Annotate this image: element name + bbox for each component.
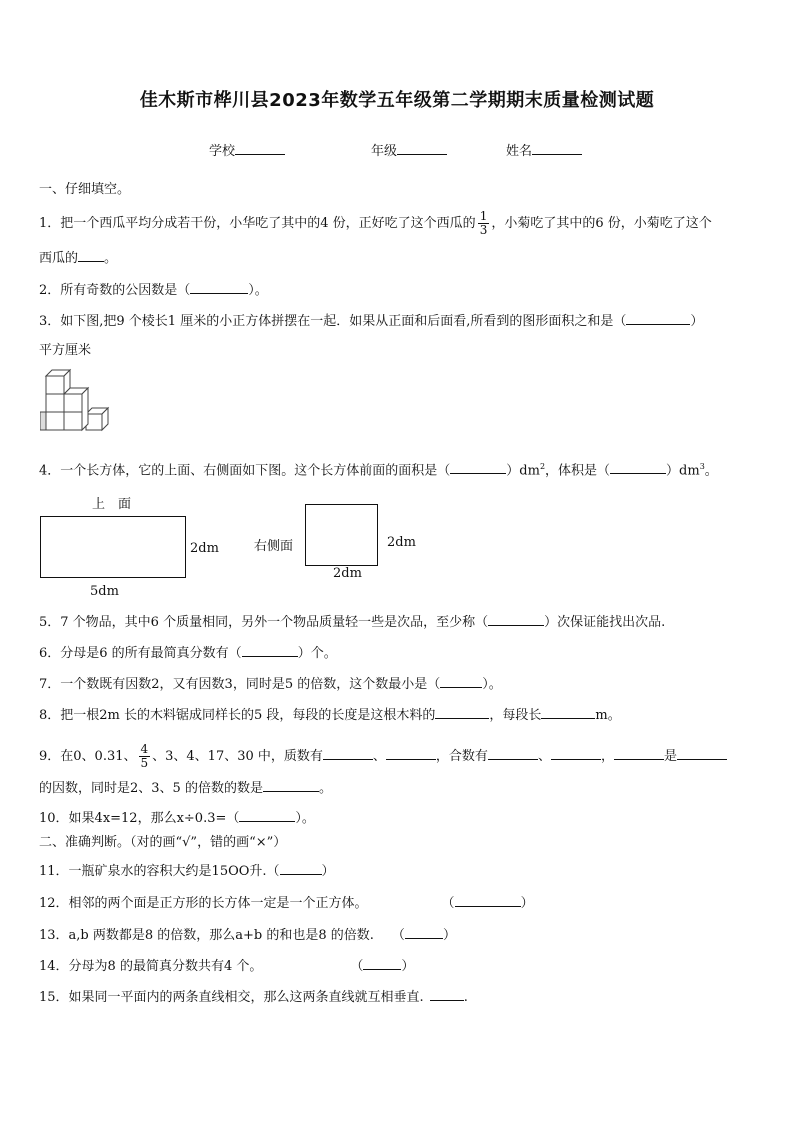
- q1-text-a: 1．把一个西瓜平均分成若干份，小华吃了其中的4 份，正好吃了这个西瓜的: [39, 216, 476, 231]
- q5-answer-blank[interactable]: [488, 613, 544, 626]
- q9-text-g: 。: [318, 781, 332, 796]
- q7-answer-blank[interactable]: [440, 675, 482, 688]
- question-10: [39, 809, 315, 828]
- section-1-heading: 一、仔细填空。: [39, 182, 131, 197]
- q9-factor-blank-1[interactable]: [614, 747, 664, 760]
- q13-text-c: ）: [442, 928, 456, 943]
- q14-answer-blank[interactable]: [363, 957, 401, 970]
- q3-answer-blank[interactable]: [626, 312, 690, 325]
- q9-text-f: 的因数，同时是2、3、5 的倍数的数是: [39, 781, 263, 796]
- q9-composite-blank-1[interactable]: [488, 747, 538, 760]
- q1-text-c: 西瓜的: [39, 251, 79, 266]
- q11-text-a: 11．一瓶矿泉水的容积大约是15OO升.（: [39, 864, 280, 879]
- q1-fraction-num: 1: [479, 209, 488, 223]
- q15-text-b: .: [463, 990, 468, 1005]
- q7-text-a: 7．一个数既有因数2，又有因数3，同时是5 的倍数，这个数最小是（: [39, 677, 441, 692]
- q1-text-b: ，小菊吃了其中的6 份，小菊吃了这个: [491, 216, 712, 231]
- q2-text-a: 2．所有奇数的公因数是（: [39, 283, 191, 298]
- q15-text-a: 15．如果同一平面内的两条直线相交，那么这两条直线就互相垂直.: [39, 990, 424, 1005]
- school-blank[interactable]: [235, 142, 285, 155]
- q9-text-c: ，合数有: [435, 749, 488, 764]
- question-6: [39, 644, 337, 663]
- top-face-width: 5dm: [90, 584, 119, 599]
- q1-fraction: [478, 210, 490, 237]
- side-face-width: 2dm: [333, 566, 362, 581]
- q6-answer-blank[interactable]: [242, 644, 298, 657]
- q9-text-d: ，: [600, 749, 614, 764]
- q9-multiple-blank[interactable]: [263, 779, 319, 792]
- q8-text-a: 8．把一根2m 长的木料锯成同样长的5 段，每段的长度是这根木料的: [39, 708, 436, 723]
- top-face-height: 2dm: [190, 541, 219, 556]
- q11-answer-blank[interactable]: [280, 862, 322, 875]
- grade-blank[interactable]: [397, 142, 447, 155]
- q9-fraction-num: 4: [140, 742, 149, 756]
- q12-text-a: 12．相邻的两个面是正方形的长方体一定是一个正方体。: [39, 896, 368, 911]
- question-14: [39, 957, 414, 976]
- q13-answer-blank[interactable]: [405, 926, 443, 939]
- q5-text-a: 5．7 个物品，其中6 个质量相同，另外一个物品质量轻一些是次品，至少称（: [39, 615, 489, 630]
- q5-text-b: ）次保证能找出次品.: [544, 615, 666, 630]
- q6-text-b: ）个。: [297, 646, 337, 661]
- q9-text-a: 9．在0、0.31、: [39, 749, 137, 764]
- section-2-heading: 二、准确判断。（对的画“√”，错的画“×”）: [39, 835, 287, 850]
- question-12: [39, 894, 534, 913]
- q9-text-e: 是: [663, 749, 677, 764]
- q10-answer-blank[interactable]: [239, 809, 295, 822]
- page-title: 佳木斯市桦川县2023年数学五年级第二学期期末质量检测试题: [139, 90, 655, 111]
- q4-text-a: 4．一个长方体，它的上面、右侧面如下图。这个长方体前面的面积是（: [39, 463, 451, 479]
- q13-text-b: （: [391, 928, 405, 943]
- q8-length-blank[interactable]: [541, 706, 595, 719]
- top-face-rect: [40, 516, 186, 578]
- q11-text-b: ）: [321, 864, 335, 879]
- q9-factor-blank-2[interactable]: [677, 747, 727, 760]
- q8-fraction-blank[interactable]: [435, 706, 489, 719]
- q8-text-c: m。: [595, 708, 621, 723]
- q4-text-b: ）dm: [506, 463, 540, 479]
- q6-text-a: 6．分母是6 的所有最简真分数有（: [39, 646, 242, 661]
- question-11: [39, 862, 335, 881]
- q12-text-c: ）: [520, 896, 534, 911]
- q2-answer-blank[interactable]: [190, 281, 248, 294]
- q4-area-blank[interactable]: [450, 461, 506, 474]
- q4-text-e: 。: [704, 463, 718, 479]
- question-1: [39, 210, 712, 237]
- q13-text-a: 13．a,b 两数都是8 的倍数，那么a+b 的和也是8 的倍数.: [39, 928, 374, 943]
- q4-text-d: ）dm: [666, 463, 700, 479]
- q4-text-c: ，体积是（: [545, 463, 611, 479]
- question-2: [39, 281, 268, 300]
- q9-separator-2: 、: [537, 749, 551, 764]
- q9-fraction-den: 5: [140, 756, 149, 770]
- question-9-cont: [39, 779, 332, 798]
- question-1-cont: [39, 249, 117, 268]
- question-13: [39, 926, 456, 945]
- q12-answer-blank[interactable]: [455, 894, 521, 907]
- name-label: 姓名: [506, 144, 533, 159]
- cube-stack-figure: [40, 368, 116, 440]
- q1-fraction-den: 3: [479, 223, 488, 237]
- q1-text-d: 。: [104, 251, 118, 266]
- name-field: [506, 140, 582, 159]
- q4-volume-blank[interactable]: [610, 461, 666, 474]
- side-face-rect: [305, 504, 378, 566]
- q9-composite-blank-2[interactable]: [551, 747, 601, 760]
- q9-text-b: 、3、4、17、30 中，质数有: [152, 749, 323, 764]
- q10-text-b: ）。: [295, 811, 315, 826]
- q4-square-sup: 2: [539, 462, 546, 471]
- q7-text-b: ）。: [482, 677, 502, 692]
- q3-text-b: ）: [690, 314, 704, 329]
- q3-text-a: 3．如下图,把9 个棱长1 厘米的小正方体拼摆在一起．如果从正面和后面看,所看到的图形面积之和是（: [39, 314, 627, 329]
- q15-answer-blank[interactable]: [430, 988, 464, 1001]
- q9-fraction: [139, 743, 151, 770]
- q8-text-b: ，每段长: [489, 708, 542, 723]
- question-3: [39, 312, 703, 331]
- question-3-unit: 平方厘米: [39, 343, 92, 358]
- question-5: [39, 613, 665, 632]
- q2-text-b: ）。: [248, 283, 268, 298]
- q14-text-c: ）: [401, 959, 415, 974]
- question-15: [39, 988, 468, 1007]
- grade-label: 年级: [371, 144, 398, 159]
- q9-prime-blank-2[interactable]: [386, 747, 436, 760]
- question-7: [39, 675, 502, 694]
- q9-prime-blank-1[interactable]: [323, 747, 373, 760]
- q14-text-b: （: [350, 959, 364, 974]
- question-4: [39, 458, 718, 480]
- side-face-label: 右侧面: [254, 539, 294, 554]
- question-8: [39, 706, 621, 725]
- question-9: [39, 743, 727, 770]
- side-face-height: 2dm: [387, 535, 416, 550]
- q4-cube-sup: 3: [699, 462, 705, 471]
- top-face-label: 上 面: [92, 497, 132, 512]
- grade-field: [371, 140, 447, 159]
- name-blank[interactable]: [532, 142, 582, 155]
- school-field: [209, 140, 285, 159]
- q12-text-b: （: [441, 896, 455, 911]
- q10-text-a: 10．如果4x=12，那么x÷0.3=（: [39, 811, 240, 826]
- q14-text-a: 14．分母为8 的最简真分数共有4 个。: [39, 959, 263, 974]
- q9-separator-1: 、: [372, 749, 386, 764]
- q1-answer-blank[interactable]: [78, 249, 104, 262]
- school-label: 学校: [209, 144, 236, 159]
